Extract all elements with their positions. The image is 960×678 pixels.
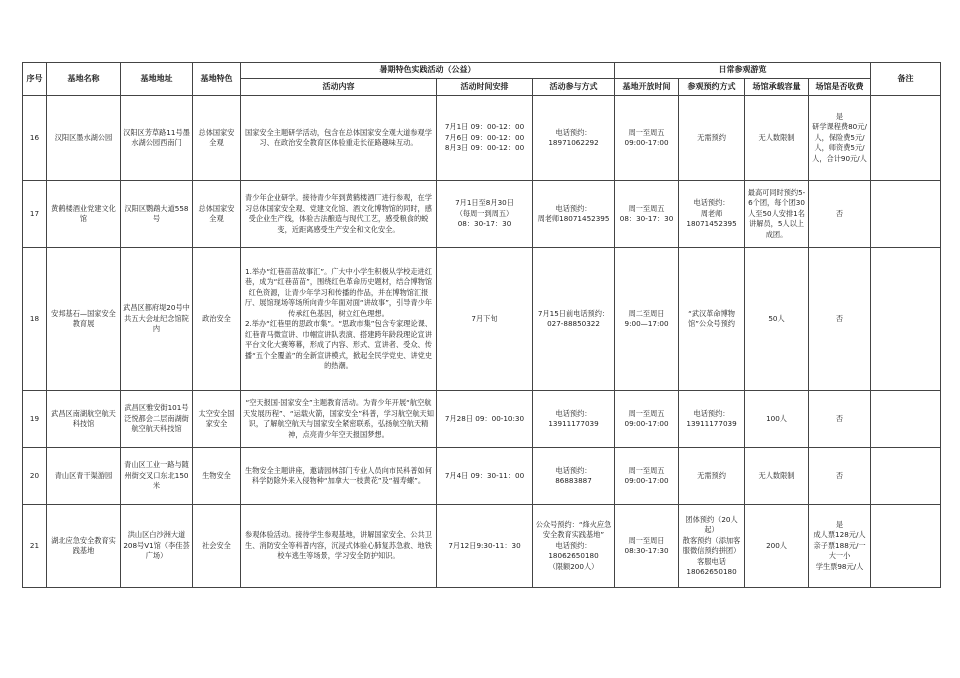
row-name: 湖北应急安全教育实践基地 bbox=[47, 505, 121, 588]
row-fee: 否 bbox=[809, 248, 871, 391]
row-address: 汉阳区芳草路11号墨水湖公园西南门 bbox=[121, 96, 193, 181]
row-content: 青少年企业研学。接待青少年到黄鹤楼酒厂进行参观，在学习总体国家安全观、党建文化馆、酒文化博物馆的同时，感受企业生产线，体验古法酿造与现代工艺，感受粮食的蜕变，近距离感受生产安全和文化安全。 bbox=[241, 181, 437, 248]
row-reserve: “武汉革命博物馆”公众号预约 bbox=[679, 248, 745, 391]
row-capacity: 无人数限制 bbox=[745, 96, 809, 181]
row-content: 国家安全主题研学活动，包含在总体国家安全观大道参观学习、在政治安全教育区体验重走长征路趣味互动。 bbox=[241, 96, 437, 181]
row-name: 黄鹤楼酒业党建文化馆 bbox=[47, 181, 121, 248]
row-fee: 是 成人票128元/人 亲子票188元/一大一小 学生票98元/人 bbox=[809, 505, 871, 588]
table-row bbox=[23, 96, 941, 181]
row-address: 青山区工业一路与随州街交叉口东北150米 bbox=[121, 448, 193, 505]
row-note bbox=[871, 181, 941, 248]
row-reserve: 电话预约： 周老师 18071452395 bbox=[679, 181, 745, 248]
row-index: 19 bbox=[23, 391, 47, 448]
row-note bbox=[871, 391, 941, 448]
header-feature: 基地特色 bbox=[193, 63, 241, 96]
row-feature: 总体国家安全观 bbox=[193, 96, 241, 181]
row-content: “空天报国·国家安全”主题教育活动。为青少年开展“航空航天发展历程”、“运载火箭，国家安全”科普，学习航空航天知识，了解航空航天与国家安全紧密联系，弘扬航空航天精神，点亮青少年空天报国梦想。 bbox=[241, 391, 437, 448]
row-fee: 是 研学课程费80元/人，保险费5元/人，师资费5元/人，合计90元/人 bbox=[809, 96, 871, 181]
header-address: 基地地址 bbox=[121, 63, 193, 96]
row-reserve: 无需预约 bbox=[679, 96, 745, 181]
row-feature: 生物安全 bbox=[193, 448, 241, 505]
row-join: 公众号预约：“烽火应急安全教育实践基地” 电话预约： 18062650180 （限额200人） bbox=[533, 505, 615, 588]
row-feature: 总体国家安全观 bbox=[193, 181, 241, 248]
row-index: 16 bbox=[23, 96, 47, 181]
header-note: 备注 bbox=[871, 63, 941, 96]
row-capacity: 100人 bbox=[745, 391, 809, 448]
row-capacity: 最高可同时预约5-6个团，每个团30人至50人安排1名讲解员，5人以上成团。 bbox=[745, 181, 809, 248]
row-name: 汉阳区墨水湖公园 bbox=[47, 96, 121, 181]
row-address: 汉阳区鹦鹉大道558号 bbox=[121, 181, 193, 248]
row-content: 参观体验活动。接待学生参观基地，讲解国家安全、公共卫生、消防安全等科普内容，沉浸式体验心肺复苏急救、地铁校车逃生等场景，学习安全防护知识。 bbox=[241, 505, 437, 588]
row-note bbox=[871, 505, 941, 588]
row-join: 电话预约： 周老师18071452395 bbox=[533, 181, 615, 248]
row-open: 周一至周日 08:30-17:30 bbox=[615, 505, 679, 588]
header-reservation: 参观预约方式 bbox=[679, 79, 745, 96]
row-fee: 否 bbox=[809, 181, 871, 248]
header-name: 基地名称 bbox=[47, 63, 121, 96]
row-address: 武昌区都府堤20号中共五大会址纪念馆院内 bbox=[121, 248, 193, 391]
row-index: 18 bbox=[23, 248, 47, 391]
table-row bbox=[23, 391, 941, 448]
row-open: 周一至周五 09:00-17:00 bbox=[615, 448, 679, 505]
row-join: 电话预约： 18971062292 bbox=[533, 96, 615, 181]
header-open-time: 基地开放时间 bbox=[615, 79, 679, 96]
row-time: 7月28日 09：00-10:30 bbox=[437, 391, 533, 448]
header-daily-group: 日常参观游览 bbox=[615, 63, 871, 79]
row-capacity: 200人 bbox=[745, 505, 809, 588]
row-open: 周一至周五 08：30-17：30 bbox=[615, 181, 679, 248]
row-index: 20 bbox=[23, 448, 47, 505]
row-time: 7月下旬 bbox=[437, 248, 533, 391]
row-index: 21 bbox=[23, 505, 47, 588]
row-join: 电话预约： 86883887 bbox=[533, 448, 615, 505]
row-open: 周一至周五 09:00-17:00 bbox=[615, 96, 679, 181]
row-capacity: 50人 bbox=[745, 248, 809, 391]
row-time: 7月4日 09：30-11：00 bbox=[437, 448, 533, 505]
table-row bbox=[23, 448, 941, 505]
row-time: 7月1日 09：00-12：00 7月6日 09：00-12：00 8月3日 09：00-12：00 bbox=[437, 96, 533, 181]
row-capacity: 无人数限制 bbox=[745, 448, 809, 505]
row-name: 武昌区南湖航空航天科技馆 bbox=[47, 391, 121, 448]
header-index: 序号 bbox=[23, 63, 47, 96]
row-time: 7月12日9:30-11：30 bbox=[437, 505, 533, 588]
header-activity-join: 活动参与方式 bbox=[533, 79, 615, 96]
row-index: 17 bbox=[23, 181, 47, 248]
table-row bbox=[23, 248, 941, 391]
row-reserve: 无需预约 bbox=[679, 448, 745, 505]
row-join: 电话预约： 13911177039 bbox=[533, 391, 615, 448]
row-note bbox=[871, 96, 941, 181]
table-row bbox=[23, 505, 941, 588]
row-note bbox=[871, 448, 941, 505]
row-name: 安邦基石—国家安全教育展 bbox=[47, 248, 121, 391]
row-fee: 否 bbox=[809, 391, 871, 448]
header-summer-group: 暑期特色实践活动（公益） bbox=[241, 63, 615, 79]
header-fee: 场馆是否收费 bbox=[809, 79, 871, 96]
row-note bbox=[871, 248, 941, 391]
row-feature: 政治安全 bbox=[193, 248, 241, 391]
row-join: 7月15日前电话预约： 027-88850322 bbox=[533, 248, 615, 391]
row-name: 青山区青干渠游园 bbox=[47, 448, 121, 505]
row-feature: 太空安全国家安全 bbox=[193, 391, 241, 448]
base-activity-table bbox=[22, 62, 941, 588]
header-capacity: 场馆承载容量 bbox=[745, 79, 809, 96]
header-activity-content: 活动内容 bbox=[241, 79, 437, 96]
row-feature: 社会安全 bbox=[193, 505, 241, 588]
row-open: 周一至周五 09:00-17:00 bbox=[615, 391, 679, 448]
row-address: 武昌区雅安街101号泛悦都会二层南湖街航空航天科技馆 bbox=[121, 391, 193, 448]
row-reserve: 团体预约（20人起） 散客预约（添加客服微信预约拼团） 客服电话 18062650180 bbox=[679, 505, 745, 588]
row-address: 洪山区白沙洲大道208号V1馆（李佳荟广场） bbox=[121, 505, 193, 588]
table-row bbox=[23, 181, 941, 248]
header-activity-time: 活动时间安排 bbox=[437, 79, 533, 96]
row-content: 1.举办“红巷苗苗故事汇”。广大中小学生积极从学校走进红巷，成为“红巷苗苗”，围绕红色革命历史题材，结合博物馆红色资源，让青少年学习和传播的作品，并在博物馆汇报厅、展馆现场等场所向青少年面对面“讲故事”，引导青少年传承红色基因，树立红色理想。 2.举办“红巷里的思政市集”。“思政市集”包含专家理论课、红巷青马微宣讲、巾帼宣讲队表演、搭建跨年龄段理论宣讲平台文化大赛筹幕，形成了内容、形式、宣讲者、受众、传播“五个全覆盖”的全新宣讲模式，掀起全民学党史、讲党史的热潮。 bbox=[241, 248, 437, 391]
row-reserve: 电话预约： 13911177039 bbox=[679, 391, 745, 448]
row-fee: 否 bbox=[809, 448, 871, 505]
row-time: 7月1日至8月30日 （每周一到周五） 08：30-17：30 bbox=[437, 181, 533, 248]
row-content: 生物安全主题讲座，邀请园林部门专业人员向市民科普如何科学防除外来入侵物种“加拿大一枝黄花”及“福寿螺”。 bbox=[241, 448, 437, 505]
row-open: 周二至周日 9:00—17:00 bbox=[615, 248, 679, 391]
